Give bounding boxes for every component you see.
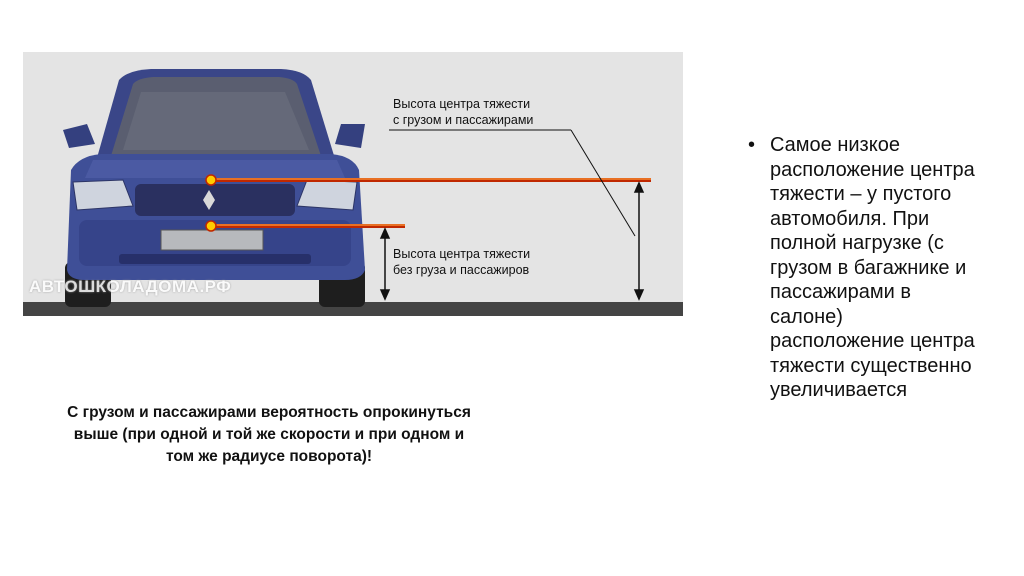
loaded-height-label xyxy=(393,96,533,128)
right-mirror xyxy=(335,124,365,148)
leader-line xyxy=(571,130,635,236)
loaded-arrow-bottom xyxy=(635,290,643,299)
windshield-interior xyxy=(123,92,309,150)
bullet-text: Самое низкое расположение центра тяжести – у пустого автомобиля. При полной нагрузке (с грузом в багажнике и пассажирами в салоне) расположение центра тяжести существенно увеличивается xyxy=(770,134,975,401)
watermark: АВТОШКОЛАДОМА.РФ xyxy=(29,277,232,296)
loaded-arrow-top xyxy=(635,183,643,192)
left-mirror xyxy=(63,124,95,148)
empty-height-label xyxy=(393,246,530,278)
license-plate xyxy=(161,230,263,250)
empty-cg-dot xyxy=(206,221,216,231)
center-of-gravity-figure xyxy=(23,52,683,316)
right-headlight xyxy=(297,180,357,210)
hood-highlight xyxy=(85,160,345,178)
empty-label-line1: Высота центра тяжести xyxy=(393,247,531,261)
bullet-marker: • xyxy=(748,134,756,156)
empty-arrow-top xyxy=(381,229,389,238)
loaded-label-line2: с грузом и пассажирами xyxy=(393,113,534,127)
loaded-label-line1: Высота центра тяжести xyxy=(393,97,531,111)
loaded-cg-dot xyxy=(206,175,216,185)
lower-intake xyxy=(119,254,311,264)
figure-caption: С грузом и пассажирами вероятность опрокинуться выше (при одной и той же скорости и при одном и том же радиусе поворота)! xyxy=(67,404,471,465)
left-headlight xyxy=(73,180,133,210)
empty-label-line2: без груза и пассажиров xyxy=(393,263,530,277)
empty-arrow-bottom xyxy=(381,290,389,299)
